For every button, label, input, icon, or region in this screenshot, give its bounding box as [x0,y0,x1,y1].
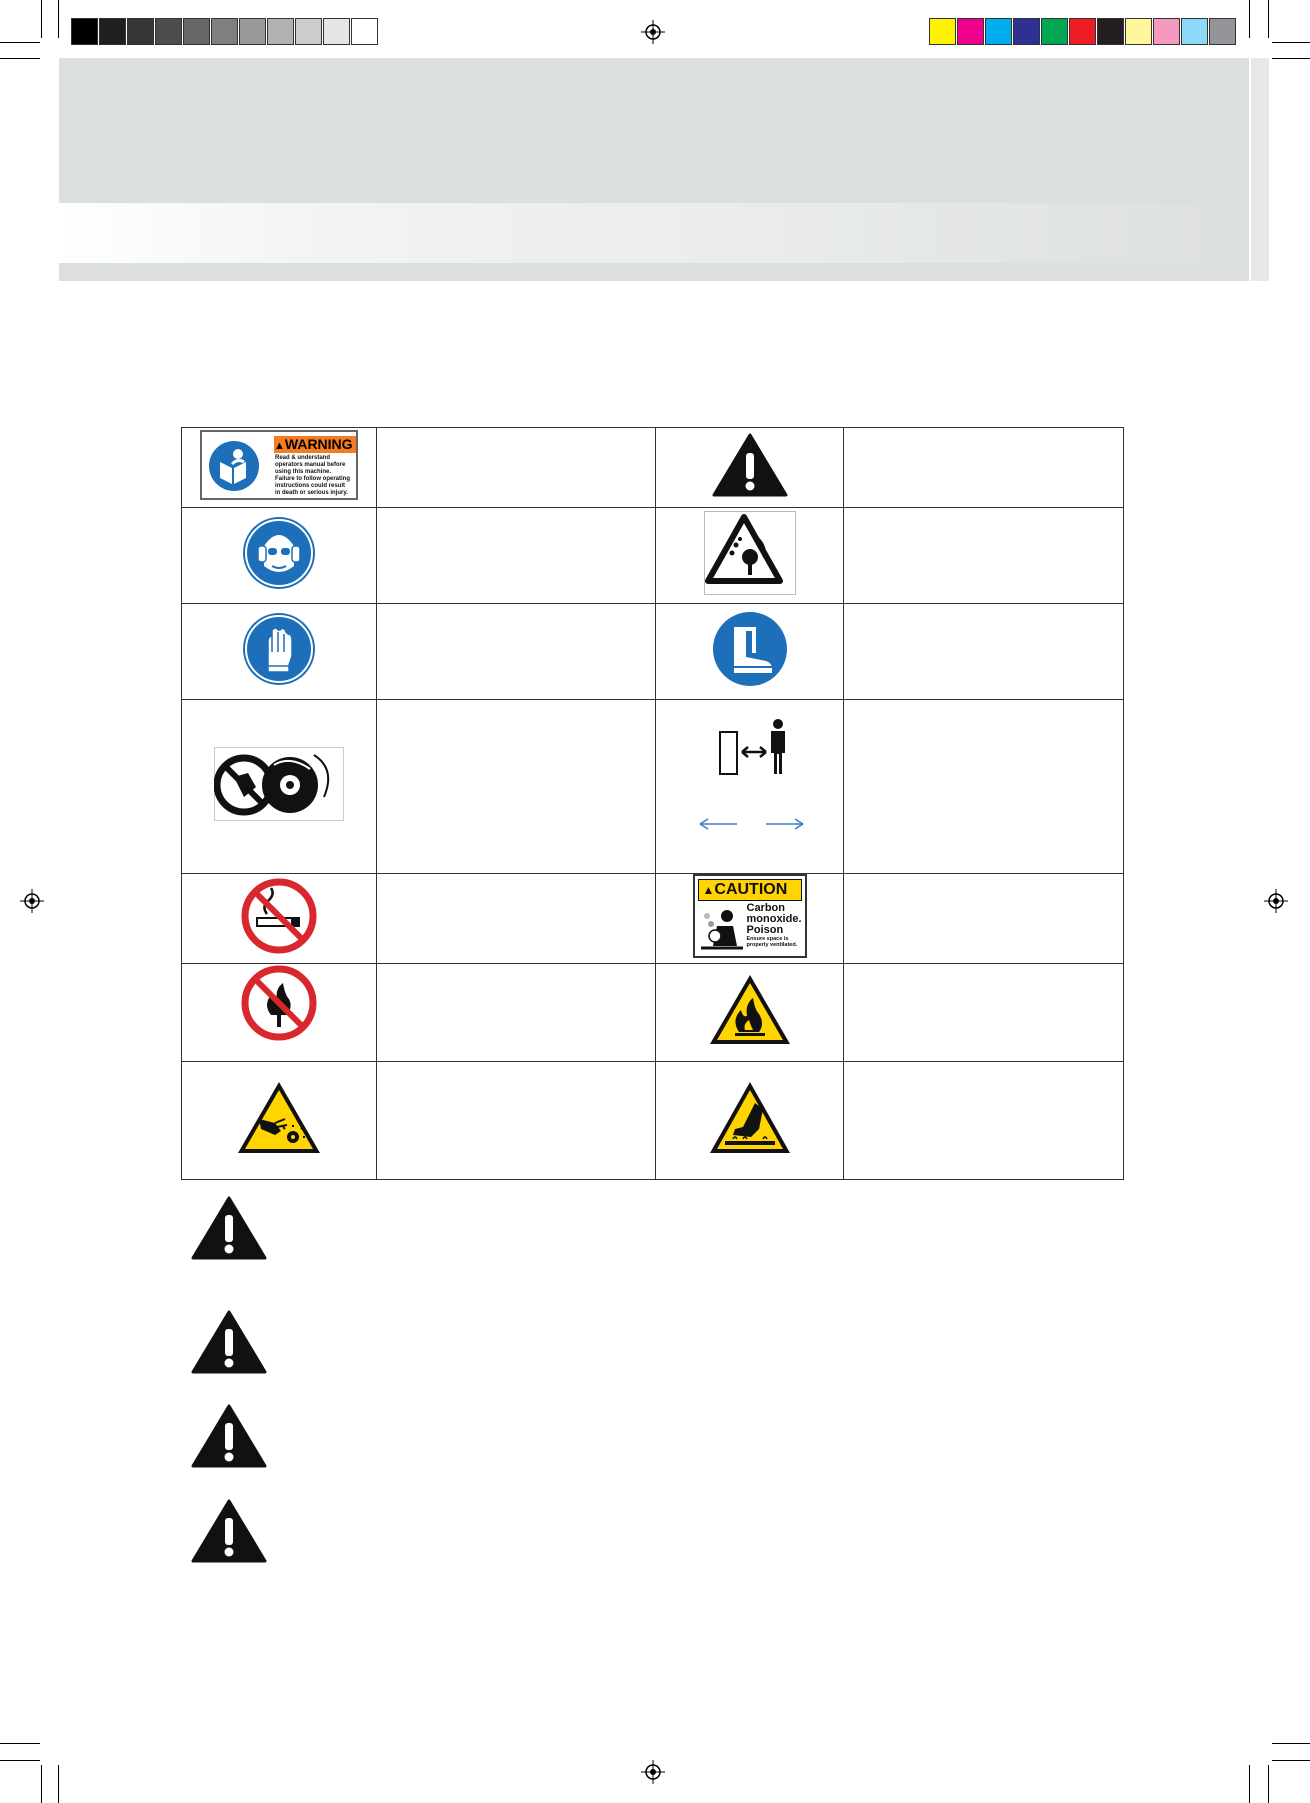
grayscale-swatch [323,18,350,45]
keep-distance-person-icon [690,716,810,856]
caution-label-line: Carbon [746,902,785,914]
registration-crosshair-icon [20,889,44,913]
ear-eye-protection-icon [242,516,316,590]
table-cell-description [844,508,1124,604]
table-row [182,700,1124,874]
table-cell-description [844,1062,1124,1180]
crop-mark [1272,42,1310,43]
cutting-hazard-warning-icon [235,1079,323,1157]
color-swatch [1069,18,1096,45]
crop-mark [0,1760,40,1761]
warning-label-header: WARNING [284,436,353,452]
crop-mark [1268,1765,1269,1803]
color-swatch [957,18,984,45]
table-cell-icon [656,428,844,508]
grayscale-swatch [211,18,238,45]
cutting-disc-rotation-icon [214,747,344,821]
color-swatch [985,18,1012,45]
header-band [59,58,1249,203]
table-row [182,604,1124,700]
crop-mark [0,58,40,59]
table-row [182,1062,1124,1180]
registration-crosshair-icon [641,20,665,44]
color-swatch [1013,18,1040,45]
color-swatch [1153,18,1180,45]
table-cell-description [377,874,656,964]
table-cell-icon [182,508,377,604]
table-row [182,874,1124,964]
crop-mark [0,1743,40,1744]
flammable-warning-icon [707,972,793,1048]
color-swatch [929,18,956,45]
warning-triangle-icon [190,1498,268,1564]
header-gradient-band [59,203,1249,263]
table-cell-description [377,700,656,874]
caution-label-small: properly ventilated. [746,942,798,948]
table-cell-icon [656,964,844,1062]
crop-mark [1249,0,1250,38]
warning-label-line: in death or serious injury. [275,490,348,496]
crop-mark [58,0,59,38]
table-cell-description [377,428,656,508]
table-cell-icon [656,1062,844,1180]
crop-mark [1272,58,1310,59]
caution-label-line: Poison [746,924,784,936]
table-cell-icon [182,428,377,508]
grayscale-swatch [99,18,126,45]
general-warning-triangle-icon [712,433,788,497]
hot-surface-warning-icon [707,1079,793,1157]
crop-mark [41,0,42,38]
crop-mark [0,42,40,43]
grayscale-swatch [127,18,154,45]
crop-mark [58,1765,59,1803]
table-cell-description [844,700,1124,874]
crop-mark [41,1765,42,1803]
read-manual-warning-label-icon: ▲WARNING Read & understand operators manual before using this machine. Failure to follow operating instructions could result in death or serious injury. [200,430,358,500]
table-cell-icon [182,604,377,700]
warning-label-line: instructions could result [275,483,346,489]
table-cell-icon [182,1062,377,1180]
no-open-flame-icon [241,965,317,1041]
carbon-monoxide-caution-label-icon: ▲CAUTION Carbon monoxide. Poison Ensure space is properly ventilated. [693,874,807,958]
crop-mark [1272,1760,1310,1761]
registration-crosshair-icon [641,1760,665,1784]
grayscale-swatch [183,18,210,45]
crop-mark [1272,1743,1310,1744]
warning-label-line: using this machine. [275,469,332,475]
table-cell-description [844,428,1124,508]
caution-label-header: CAUTION [714,881,788,898]
warning-label-line: Read & understand [275,455,331,461]
warning-label-line: operators manual before [275,462,346,468]
flying-debris-warning-icon [704,511,796,595]
warning-triangle-icon [190,1309,268,1375]
crop-mark [1268,0,1269,38]
color-swatch [1125,18,1152,45]
table-cell-description [377,964,656,1062]
grayscale-swatch [267,18,294,45]
table-row [182,508,1124,604]
table-cell-icon [182,700,377,874]
color-swatch [1041,18,1068,45]
safety-signs-table [181,427,1124,1180]
table-cell-icon [656,874,844,964]
table-cell-description [844,964,1124,1062]
table-cell-icon [656,604,844,700]
table-row [182,964,1124,1062]
grayscale-swatch [155,18,182,45]
table-cell-icon [656,508,844,604]
table-cell-icon [182,874,377,964]
table-cell-description [844,604,1124,700]
table-cell-description [377,604,656,700]
crop-mark [1249,1765,1250,1803]
color-swatch [1209,18,1236,45]
caution-label-small: Ensure space is [746,936,789,942]
registration-crosshair-icon [1264,889,1288,913]
table-cell-icon [182,964,377,1062]
color-swatch [1097,18,1124,45]
grayscale-swatch [71,18,98,45]
color-swatch [1181,18,1208,45]
table-row [182,428,1124,508]
grayscale-swatch [239,18,266,45]
caution-label-line: monoxide. [746,913,802,925]
warning-triangle-icon [190,1403,268,1469]
table-cell-icon [656,700,844,874]
grayscale-swatch [351,18,378,45]
table-cell-description [377,508,656,604]
table-cell-description [377,1062,656,1180]
table-cell-description [844,874,1124,964]
warning-label-line: Failure to follow operating [275,476,350,482]
safety-boots-mandatory-icon [712,611,788,687]
warning-triangle-icon [190,1195,268,1261]
header-edge-tab [1249,58,1269,281]
grayscale-swatch [295,18,322,45]
header-bottom-strip [59,263,1249,281]
no-smoking-icon [241,878,317,954]
gloves-mandatory-icon [242,612,316,686]
